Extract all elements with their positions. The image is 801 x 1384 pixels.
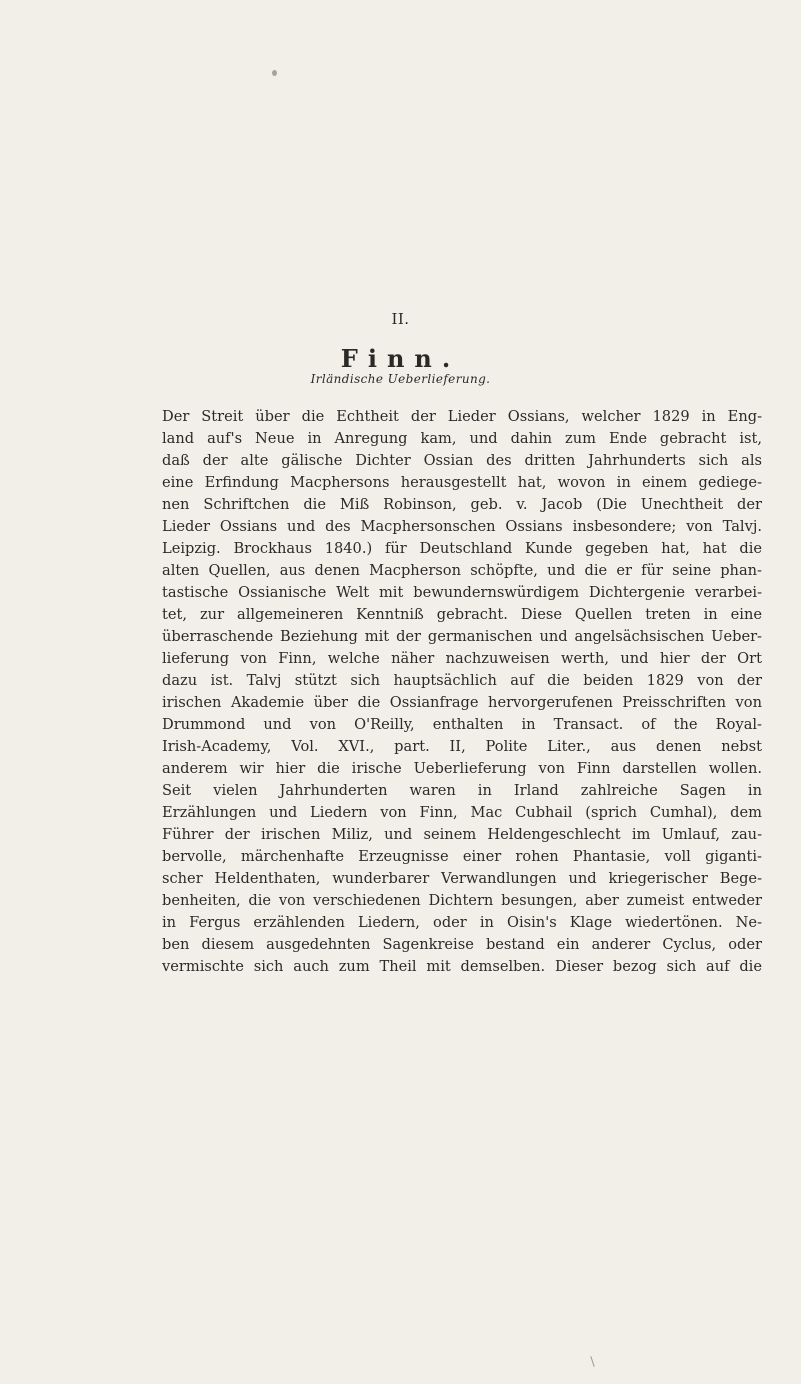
body-line-22: scher Heldenthaten, wunderbarer Verwandlungen und kriegerischer Bege- — [162, 870, 762, 887]
chapter-title: Finn. — [340, 344, 461, 373]
section-number: II. — [391, 310, 410, 328]
body-line-24: in Fergus erzählenden Liedern, oder in Oisin's Klage wiedertönen. Ne- — [162, 914, 762, 931]
ink-speck — [272, 70, 277, 76]
body-text — [162, 406, 762, 978]
body-line-6: Lieder Ossians und des Macphersonschen Ossians insbesondere; von Talvj. — [162, 518, 762, 535]
body-line-20: Führer der irischen Miliz, und seinem Heldengeschlecht im Umlauf, zau- — [162, 826, 762, 843]
body-line-7: Leipzig. Brockhaus 1840.) für Deutschland Kunde gegeben hat, hat die — [162, 540, 762, 557]
body-line-14: irischen Akademie über die Ossianfrage hervorgerufenen Preisschriften von — [162, 694, 762, 711]
margin-mark — [590, 1356, 594, 1367]
body-line-18: Seit vielen Jahrhunderten waren in Irland zahlreiche Sagen in — [162, 782, 762, 799]
body-line-19: Erzählungen und Liedern von Finn, Mac Cubhail (sprich Cumhal), dem — [162, 804, 762, 821]
body-line-11: überraschende Beziehung mit der germanischen und angelsächsischen Ueber- — [162, 628, 762, 645]
body-line-4: eine Erfindung Macphersons herausgestellt hat, wovon in einem gediege- — [162, 474, 762, 491]
chapter-subtitle: Irländische Ueberlieferung. — [310, 372, 491, 386]
body-line-13: dazu ist. Talvj stützt sich hauptsächlich auf die beiden 1829 von der — [162, 672, 762, 689]
body-line-8: alten Quellen, aus denen Macpherson schöpfte, und die er für seine phan- — [162, 562, 762, 579]
body-line-15: Drummond und von O'Reilly, enthalten in Transact. of the Royal- — [162, 716, 762, 733]
body-line-12: lieferung von Finn, welche näher nachzuweisen werth, und hier der Ort — [162, 650, 762, 667]
body-line-5: nen Schriftchen die Miß Robinson, geb. v. Jacob (Die Unechtheit der — [162, 496, 762, 513]
body-line-26: vermischte sich auch zum Theil mit demselben. Dieser bezog sich auf die — [162, 958, 762, 975]
body-line-10: tet, zur allgemeineren Kenntniß gebracht. Diese Quellen treten in eine — [162, 606, 762, 623]
body-line-9: tastische Ossianische Welt mit bewundernswürdigem Dichtergenie verarbei- — [162, 584, 762, 601]
body-line-2: land auf's Neue in Anregung kam, und dahin zum Ende gebracht ist, — [162, 430, 762, 447]
body-line-17: anderem wir hier die irische Ueberlieferung von Finn darstellen wollen. — [162, 760, 762, 777]
body-line-23: benheiten, die von verschiedenen Dichtern besungen, aber zumeist entweder — [162, 892, 762, 909]
body-line-21: bervolle, märchenhafte Erzeugnisse einer rohen Phantasie, voll giganti- — [162, 848, 762, 865]
body-line-25: ben diesem ausgedehnten Sagenkreise bestand ein anderer Cyclus, oder — [162, 936, 762, 953]
body-line-3: daß der alte gälische Dichter Ossian des dritten Jahrhunderts sich als — [162, 452, 762, 469]
body-line-1: Der Streit über die Echtheit der Lieder Ossians, welcher 1829 in Eng- — [162, 408, 762, 425]
body-line-16: Irish-Academy, Vol. XVI., part. II, Polite Liter., aus denen nebst — [162, 738, 762, 755]
